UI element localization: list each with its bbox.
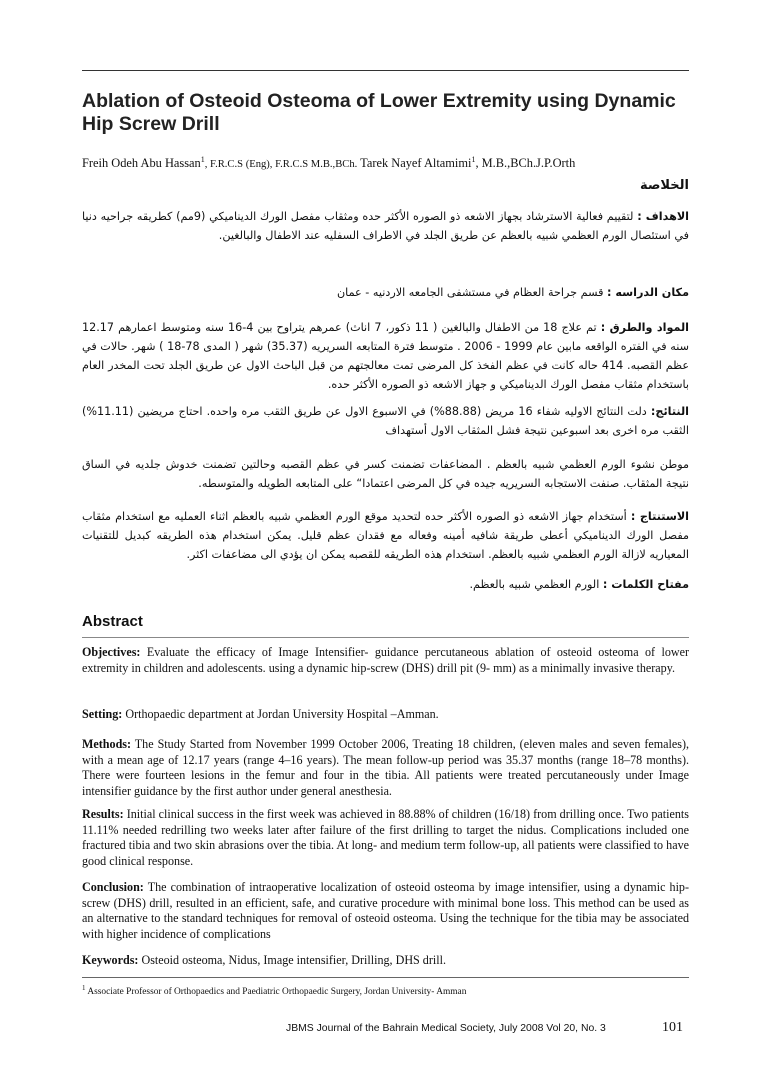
arabic-methods-text: تم علاج 18 من الاطفال والبالغين ( 11 ذكور، 7 اناث) عمرهم يتراوح بين 4-16 سنه ومتوسط اعمارهم 12.17 سنه في الفتره الواقعه مابين عام 1999 - 2006 . متوسط فترة المتابعه السريريه (35.37) شهر ( المدى 78-18 ) شهر. حالات في عظم القصبه. 414 حاله كانت في عظم الفخذ كل المرضى تمت معالجتهم من قبل الباحث الاول عن طريق الجلد تحت المخدر العام باستخدام مثقاب مفصل الورك الديناميكي و جهاز الاشعه ذو الصوره الأكثر حده.: [82, 321, 690, 391]
footnote-text: Associate Professor of Orthopaedics and Paediatric Orthopaedic Surgery, Jordan University- Amman: [87, 987, 467, 998]
abstract-rule: [82, 637, 689, 638]
author-1-name: Freih Odeh Abu Hassan: [82, 156, 201, 171]
arabic-conclusion-text: أستخدام جهاز الاشعه ذو الصوره الأكثر حده لتحديد موقع الورم العظمي شبيه بالعظم اثناء العمليه مع استخدام مثقاب مفصل الورك الديناميكي أعطى طريقة شافيه أمينه وفعاله مع فقدان عظم قليل. يمكن استخدام هذه الطريقه كبديل للتقنيات المعياريه لازالة الورم العظمي شبيه بالعظم. استخدام هذه الطريقه للقصبه يمكن ان يؤدي الى مضاعفات اكثر.: [82, 510, 689, 561]
abstract-conclusion: [82, 880, 689, 942]
abstract-heading: Abstract: [82, 613, 143, 630]
keywords-label: Keywords:: [82, 953, 139, 967]
author-1-credentials: , F.R.C.S (Eng), F.R.C.S M.B.,BCh.: [204, 159, 358, 171]
arabic-methods: [82, 318, 689, 394]
arabic-keywords-label: مفتاح الكلمات :: [602, 578, 689, 591]
results-label: Results:: [82, 807, 124, 821]
abstract-keywords: [82, 953, 689, 969]
article-title: Ablation of Osteoid Osteoma of Lower Extremity using Dynamic Hip Screw Drill: [82, 90, 676, 135]
arabic-summary-heading: الخلاصة: [639, 178, 689, 193]
arabic-keywords-text: الورم العظمي شبيه بالعظم.: [469, 578, 600, 591]
author-line: [82, 155, 702, 171]
arabic-objectives-label: الاهداف :: [637, 210, 689, 223]
keywords-text: Osteoid osteoma, Nidus, Image intensifier, Drilling, DHS drill.: [141, 953, 446, 967]
author-2-name: Tarek Nayef Altamimi: [360, 156, 472, 171]
arabic-results: [82, 402, 689, 440]
arabic-conclusion-label: الاستنتاج :: [630, 510, 689, 523]
arabic-objectives-text: لتقييم فعالية الاسترشاد بجهاز الاشعه ذو الصوره الأكثر حده ومثقاب مفصل الورك الديناميكي (9مم) كطريقه جراحيه دنيا في استئصال الورم العظمي شبيه بالعظم عن طريق الجلد في الاطراف السفليه عند الاطفال والبالغين.: [82, 210, 689, 242]
author-2-credentials: , M.B.,BCh.J.P.Orth: [475, 156, 576, 171]
abstract-objectives: [82, 645, 689, 676]
objectives-label: Objectives:: [82, 645, 141, 659]
arabic-setting-label: مكان الدراسه :: [606, 286, 689, 299]
arabic-complications: موطن نشوء الورم العظمي شبيه بالعظم . المضاعفات تضمنت كسر في عظم القصبه وحالتين تضمنت خدوش جلديه في الساق نتيجة المثقاب. صنفت الاستجابه السريريه جيده في كل المرضى اعتمادا“ على المتابعه الطويله والمتوسطه.: [82, 458, 689, 490]
arabic-results-text: دلت النتائج الاوليه شفاء 16 مريض (88.88%) في الاسبوع الاول عن طريق الثقب مره واحده. احتاج مريضين (11.11%) الثقب مره اخرى بعد اسبوعين نتيجة فشل المثقاب الاول أستهداف: [82, 405, 689, 437]
author-1-affiliation: 1: [200, 155, 205, 164]
conclusion-text: The combination of intraoperative localization of osteoid osteoma by image intensifier, using a dynamic hip-screw (DHS) drill, resulted in an efficient, safe, and curative procedure with minimal bone loss. This method can be used as an alternative to the standard techniques for removal of osteoid osteoma. Using the technique for the tibia may be associated with higher incidence of complications: [82, 880, 689, 941]
objectives-text: Evaluate the efficacy of Image Intensifier- guidance percutaneous ablation of osteoid osteoma of lower extremity in children and adolescents. using a dynamic hip-screw (DHS) drill pit (9- mm) as a minimally invasive therapy.: [82, 645, 689, 675]
conclusion-label: Conclusion:: [82, 880, 144, 894]
arabic-results-label: النتائج:: [650, 405, 690, 418]
abstract-setting: [82, 707, 689, 723]
footnote-rule: [82, 977, 689, 978]
footnote: [82, 984, 466, 997]
footnote-marker: 1: [82, 984, 86, 992]
methods-text: The Study Started from November 1999 October 2006, Treating 18 children, (eleven males and seven females), with a mean age of 12.17 years (range 4–16 years). The mean follow-up period was 35.37 months (range 18–78 months). There were fourteen lesions in the femur and four in the tibia. All patients were treated percutaneously under Image intensifier guidance by the first author under general anesthesia.: [82, 737, 689, 798]
top-rule: [82, 70, 689, 71]
arabic-objectives: [82, 207, 689, 245]
journal-citation: JBMS Journal of the Bahrain Medical Society, July 2008 Vol 20, No. 3: [286, 1023, 606, 1034]
author-2-affiliation: 1: [471, 155, 476, 164]
page-number: 101: [662, 1020, 683, 1035]
setting-text: Orthopaedic department at Jordan University Hospital –Amman.: [125, 707, 439, 721]
results-text: Initial clinical success in the first week was achieved in 88.88% of children (16/18) from drilling once. Two patients 11.11% needed redrilling two weeks later after failure of the first drilling to target the nidus. Complications included one fractured tibia and two skin abrasions over the tibia. At long- and medium term follow-up, all patients were classified to have good clinical response.: [82, 807, 689, 868]
arabic-methods-label: المواد والطرق :: [600, 321, 689, 334]
setting-label: Setting:: [82, 707, 123, 721]
arabic-setting-text: قسم جراحة العظام في مستشفى الجامعه الاردنيه - عمان: [336, 286, 604, 299]
methods-label: Methods:: [82, 737, 132, 751]
arabic-setting: [82, 283, 689, 302]
arabic-conclusion: [82, 507, 689, 564]
abstract-results: [82, 807, 689, 869]
abstract-methods: [82, 737, 689, 799]
arabic-keywords: [82, 575, 689, 594]
